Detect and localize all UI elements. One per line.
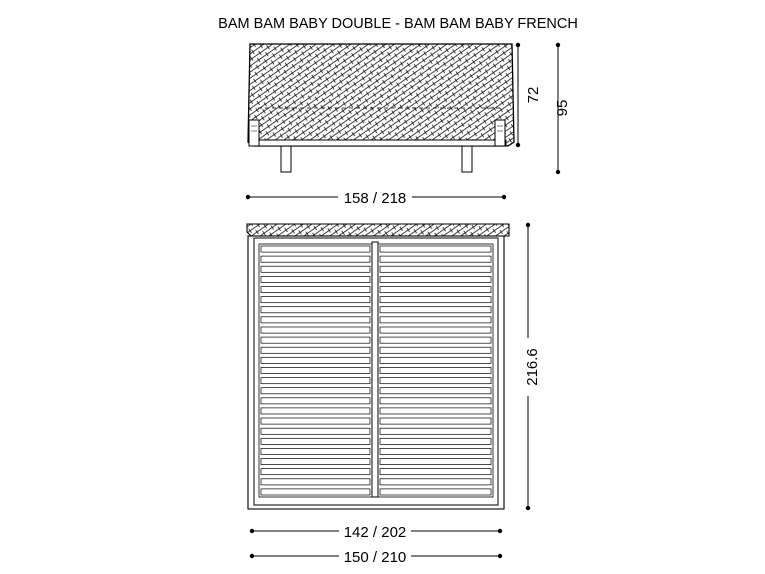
dimension-outer-width: 158 / 218 <box>343 190 407 207</box>
right-post <box>495 120 505 146</box>
headboard-plan <box>247 224 509 236</box>
width-dimensions-bottom <box>250 521 502 566</box>
dimension-headboard-height: 72 <box>525 86 542 104</box>
dimension-mattress-width: 142 / 202 <box>343 524 407 541</box>
front-right-leg <box>462 146 472 172</box>
dimension-frame-width: 150 / 210 <box>343 549 407 566</box>
dimension-total-height: 95 <box>554 99 571 117</box>
plan-view <box>247 224 509 509</box>
front-left-leg <box>281 146 291 172</box>
left-post <box>249 120 259 146</box>
drawing-title: BAM BAM BABY DOUBLE - BAM BAM BABY FRENCH <box>218 16 578 32</box>
length-dimension <box>518 223 541 510</box>
width-dimension-top <box>246 187 506 207</box>
frame-bar <box>252 140 506 146</box>
front-elevation <box>248 44 514 172</box>
dimension-length: 216.6 <box>524 348 541 386</box>
center-rail <box>372 242 378 497</box>
height-dimensions <box>516 43 571 174</box>
headboard-weave <box>248 44 514 146</box>
